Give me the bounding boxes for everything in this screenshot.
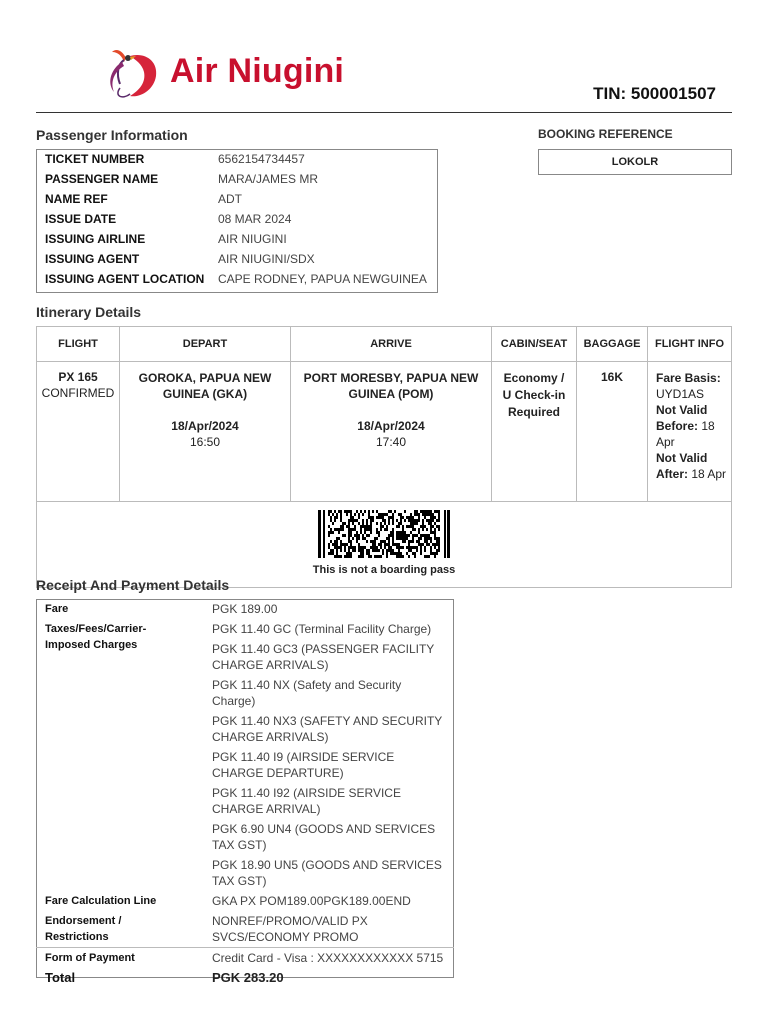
not-valid-after-value: 18 Apr bbox=[691, 467, 727, 481]
agent-location-label: ISSUING AGENT LOCATION bbox=[45, 272, 205, 286]
not-valid-before-label: Not Valid bbox=[656, 403, 708, 417]
receipt-title: Receipt And Payment Details bbox=[36, 577, 230, 593]
ticket-number-value: 6562154734457 bbox=[218, 152, 305, 166]
passenger-name-value: MARA/JAMES MR bbox=[218, 172, 319, 186]
taxes-label-line1: Taxes/Fees/Carrier- bbox=[45, 623, 147, 635]
flight-status: CONFIRMED bbox=[41, 386, 115, 400]
tax-item: PGK 11.40 GC (Terminal Facility Charge) bbox=[212, 622, 432, 636]
passenger-name-label: PASSENGER NAME bbox=[45, 172, 159, 186]
tax-item: PGK 11.40 GC3 (PASSENGER FACILITY CHARGE ARRIVALS) bbox=[212, 642, 435, 672]
table-row bbox=[37, 362, 732, 502]
table-row bbox=[36, 599, 454, 619]
col-arrive: ARRIVE bbox=[291, 327, 492, 362]
booking-reference-value: LOKOLR bbox=[538, 149, 732, 175]
table-row bbox=[36, 619, 454, 639]
issue-date-value: 08 MAR 2024 bbox=[218, 212, 292, 226]
total-value: PGK 283.20 bbox=[212, 970, 284, 985]
endorsement-label-line1: Endorsement / bbox=[45, 915, 122, 927]
table-row bbox=[36, 189, 438, 209]
fare-value: PGK 189.00 bbox=[212, 602, 278, 616]
issuing-airline-label: ISSUING AIRLINE bbox=[45, 232, 146, 246]
table-row bbox=[36, 948, 454, 969]
col-baggage: BAGGAGE bbox=[577, 327, 648, 362]
name-ref-label: NAME REF bbox=[45, 192, 108, 206]
bird-of-paradise-icon bbox=[100, 44, 164, 102]
tax-item: PGK 11.40 NX (Safety and Security Charge) bbox=[212, 678, 402, 708]
baggage-value: 16K bbox=[600, 370, 623, 384]
tax-item: PGK 18.90 UN5 (GOODS AND SERVICES TAX GST) bbox=[212, 858, 442, 888]
table-row bbox=[36, 169, 438, 189]
arrive-date: 18/Apr/2024 bbox=[357, 419, 425, 433]
table-row bbox=[36, 149, 438, 169]
taxes-label bbox=[36, 619, 203, 891]
agent-location-value: CAPE RODNEY, PAPUA NEWGUINEA bbox=[218, 272, 427, 286]
barcode-icon bbox=[318, 510, 450, 558]
name-ref-value: ADT bbox=[218, 192, 242, 206]
flight-info-cell bbox=[648, 362, 732, 502]
barcode-cell bbox=[37, 502, 732, 588]
depart-date: 18/Apr/2024 bbox=[171, 419, 239, 433]
endorsement-label bbox=[36, 911, 203, 948]
col-depart: DEPART bbox=[120, 327, 291, 362]
arrive-place: PORT MORESBY, PAPUA NEW GUINEA (POM) bbox=[303, 371, 479, 401]
table-row bbox=[36, 911, 454, 948]
table-row bbox=[36, 209, 438, 229]
issuing-airline-value: AIR NIUGINI bbox=[218, 232, 287, 246]
col-flight-info: FLIGHT INFO bbox=[648, 327, 732, 362]
table-row bbox=[36, 968, 454, 988]
booking-reference-title: BOOKING REFERENCE bbox=[538, 127, 673, 141]
flight-number: PX 165 bbox=[58, 370, 98, 384]
tax-item: PGK 6.90 UN4 (GOODS AND SERVICES TAX GST) bbox=[212, 822, 436, 852]
passenger-info-title: Passenger Information bbox=[36, 127, 188, 143]
taxes-label-line2: Imposed Charges bbox=[45, 639, 138, 651]
depart-time: 16:50 bbox=[189, 435, 221, 449]
fare-calculation-value: GKA PX POM189.00PGK189.00END bbox=[212, 894, 411, 908]
cabin-seat-value: Economy / U Check-in Required bbox=[502, 371, 566, 419]
fare-basis-label: Fare Basis: bbox=[656, 371, 721, 385]
arrive-cell bbox=[291, 362, 492, 502]
air-niugini-logo bbox=[100, 44, 370, 102]
arrive-time: 17:40 bbox=[375, 435, 407, 449]
tax-item: PGK 11.40 NX3 (SAFETY AND SECURITY CHARGE ARRIVALS) bbox=[212, 714, 443, 744]
brand-name: Air Niugini bbox=[170, 52, 345, 90]
endorsement-label-line2: Restrictions bbox=[45, 931, 109, 943]
col-flight: FLIGHT bbox=[37, 327, 120, 362]
header-divider bbox=[36, 112, 732, 113]
receipt-table bbox=[36, 599, 454, 988]
baggage-cell bbox=[577, 362, 648, 502]
not-valid-before-value: 18 Apr bbox=[656, 419, 715, 449]
ticket-number-label: TICKET NUMBER bbox=[45, 152, 145, 166]
issuing-agent-value: AIR NIUGINI/SDX bbox=[218, 252, 315, 266]
before-label: Before: bbox=[656, 419, 699, 433]
issue-date-label: ISSUE DATE bbox=[45, 212, 117, 226]
fare-label: Fare bbox=[45, 603, 69, 615]
after-label: After: bbox=[656, 467, 688, 481]
tax-item: PGK 11.40 I92 (AIRSIDE SERVICE CHARGE ARRIVAL) bbox=[212, 786, 401, 816]
cabin-cell bbox=[492, 362, 577, 502]
not-valid-after-label: Not Valid bbox=[656, 451, 708, 465]
tin-number: TIN: 500001507 bbox=[593, 84, 716, 103]
col-cabin-seat: CABIN/SEAT bbox=[492, 327, 577, 362]
flight-cell bbox=[37, 362, 120, 502]
itinerary-table bbox=[36, 326, 732, 588]
table-header-row bbox=[37, 327, 732, 362]
tax-item: PGK 11.40 I9 (AIRSIDE SERVICE CHARGE DEPARTURE) bbox=[212, 750, 395, 780]
issuing-agent-label: ISSUING AGENT bbox=[45, 252, 140, 266]
boarding-note: This is not a boarding pass bbox=[312, 564, 456, 576]
table-row bbox=[36, 891, 454, 911]
form-of-payment-value: Credit Card - Visa : XXXXXXXXXXXX 5715 bbox=[203, 948, 454, 969]
fare-calculation-label: Fare Calculation Line bbox=[45, 895, 157, 907]
depart-cell bbox=[120, 362, 291, 502]
table-row bbox=[36, 269, 438, 289]
barcode-row bbox=[37, 502, 732, 588]
form-of-payment-label: Form of Payment bbox=[36, 948, 203, 969]
passenger-info-table bbox=[36, 149, 438, 289]
endorsement-value: NONREF/PROMO/VALID PX SVCS/ECONOMY PROMO bbox=[212, 914, 368, 944]
table-row bbox=[36, 249, 438, 269]
itinerary-title: Itinerary Details bbox=[36, 304, 142, 320]
fare-basis-value: UYD1AS bbox=[656, 387, 705, 401]
total-label: Total bbox=[45, 970, 76, 985]
depart-place: GOROKA, PAPUA NEW GUINEA (GKA) bbox=[138, 371, 272, 401]
table-row bbox=[36, 229, 438, 249]
